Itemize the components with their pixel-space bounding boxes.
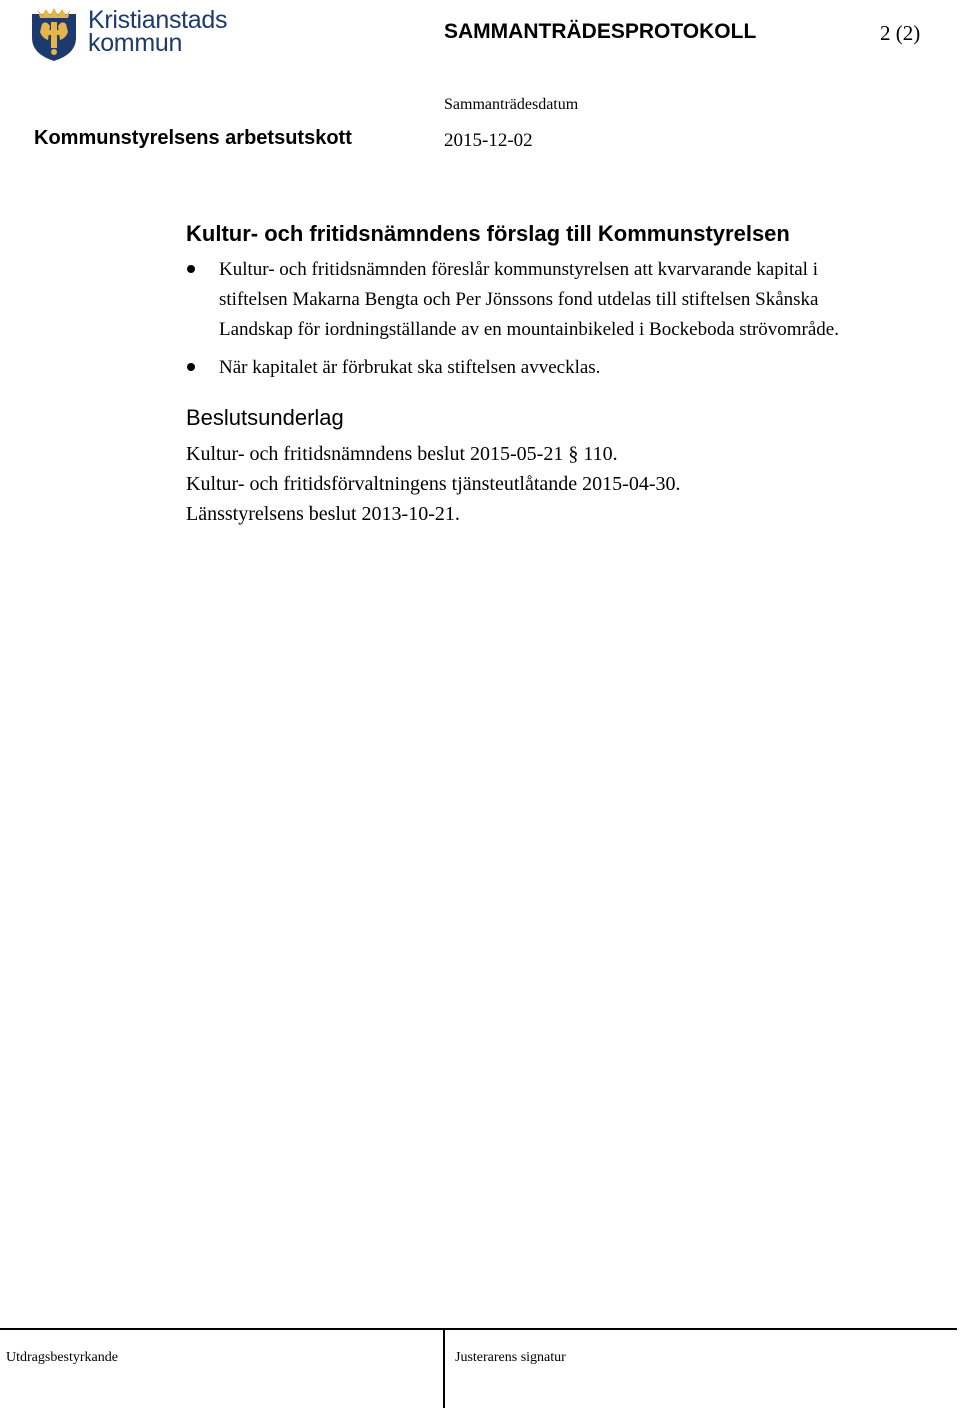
page-number: 2 (2) <box>880 21 921 45</box>
logo-line-2: kommun <box>88 29 183 57</box>
footer-rule <box>0 1328 957 1330</box>
adjuster-signature-label: Justerarens signatur <box>455 1350 566 1365</box>
list-item <box>186 353 866 383</box>
bullet-icon <box>187 265 195 273</box>
basis-item: Kultur- och fritidsförvaltningens tjänsteutlåtande 2015-04-30. <box>186 473 681 495</box>
list-item <box>186 255 866 345</box>
list-item-text: Kultur- och fritidsnämnden föreslår kommunstyrelsen att kvarvarande kapital i stiftelsen Makarna Bengta och Per Jönssons fond utdelas till stiftelsen Skånska Landskap för iordningställande av en mountainbikeled i Bockeboda strövområde. <box>219 259 839 340</box>
basis-item: Kultur- och fritidsnämndens beslut 2015-05-21 § 110. <box>186 443 618 465</box>
section-title: Kultur- och fritidsnämndens förslag till Kommunstyrelsen <box>186 221 790 246</box>
kommun-logo <box>28 6 228 66</box>
coat-of-arms-icon <box>28 6 80 62</box>
certification-label: Utdragsbestyrkande <box>6 1350 118 1365</box>
document-type: SAMMANTRÄDESPROTOKOLL <box>444 20 757 43</box>
basis-item: Länsstyrelsens beslut 2013-10-21. <box>186 503 460 525</box>
bullet-icon <box>187 363 195 371</box>
proposal-list <box>186 255 866 383</box>
date-label: Sammanträdesdatum <box>444 96 579 113</box>
logo-wordmark <box>88 6 228 57</box>
meeting-date: 2015-12-02 <box>444 130 533 151</box>
logo-line-1: Kristianstads <box>88 6 228 34</box>
basis-title: Beslutsunderlag <box>186 405 344 430</box>
footer-divider <box>443 1328 445 1408</box>
main-content <box>186 219 866 529</box>
list-item-text: När kapitalet är förbrukat ska stiftelsen avvecklas. <box>219 357 601 378</box>
committee-name: Kommunstyrelsens arbetsutskott <box>34 127 352 149</box>
